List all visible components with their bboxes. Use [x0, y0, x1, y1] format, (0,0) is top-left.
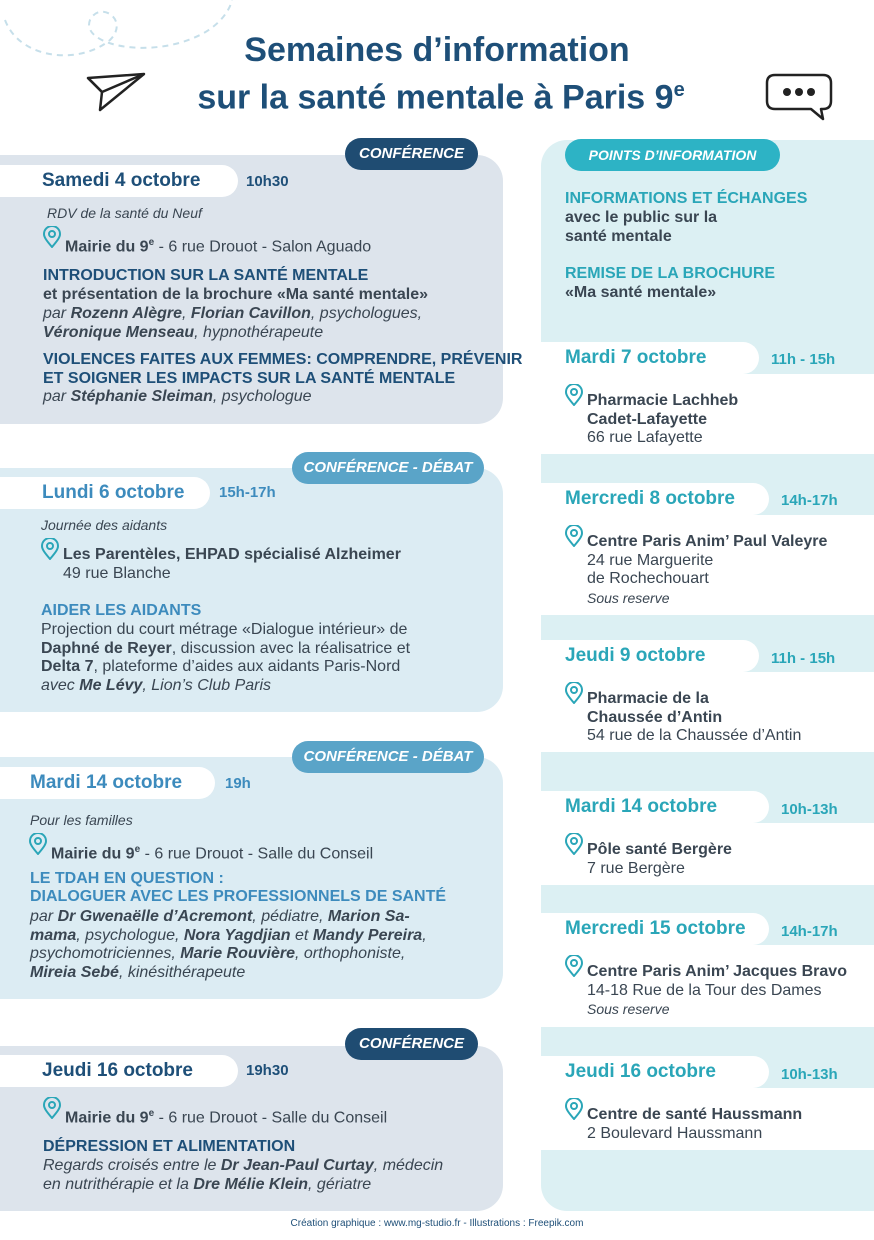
event-1-time: 10h30: [246, 173, 289, 190]
info-point-6-date: Jeudi 16 octobre: [541, 1056, 769, 1088]
info-point-3-time: 11h - 15h: [771, 650, 836, 667]
info-point-4-time: 10h-13h: [781, 801, 838, 818]
event-4-badge: CONFÉRENCE: [345, 1028, 478, 1060]
event-4-location: Mairie du 9e - 6 rue Drouot - Salle du Conseil: [65, 1108, 388, 1127]
info-heading-2-desc: «Ma santé mentale»: [565, 284, 717, 301]
info-heading-1: INFORMATIONS ET ÉCHANGES: [565, 190, 808, 207]
info-point-4-date: Mardi 14 octobre: [541, 791, 769, 823]
speech-bubble-icon: [765, 73, 835, 123]
event-1-topic2-title: VIOLENCES FAITES AUX FEMMES: COMPRENDRE, PRÉVENIR ET SOIGNER LES IMPACTS SUR LA SANTÉ MENTALE: [43, 351, 523, 387]
location-pin-icon: [42, 1097, 62, 1119]
info-point-2-date: Mercredi 8 octobre: [541, 483, 769, 515]
location-pin-icon: [42, 226, 62, 248]
info-points-badge: POINTS D’INFORMATION: [565, 139, 780, 171]
event-3-date: Mardi 14 octobre: [0, 767, 215, 799]
event-1-topic1-speakers: par Rozenn Alègre, Florian Cavillon, psychologues,: [43, 305, 423, 322]
location-pin-icon: [564, 955, 584, 977]
event-4-time: 19h30: [246, 1062, 289, 1079]
event-1-topic2-speaker: par Stéphanie Sleiman, psychologue: [43, 388, 312, 405]
event-3-subtitle: Pour les familles: [30, 812, 133, 828]
event-2-topic-title: AIDER LES AIDANTS: [41, 602, 202, 619]
location-pin-icon: [28, 833, 48, 855]
event-4-description: Regards croisés entre le Dr Jean-Paul Curtay, médecin en nutrithérapie et la Dre Mélie Klein, gériatre: [43, 1157, 444, 1193]
info-point-6-time: 10h-13h: [781, 1066, 838, 1083]
event-3-badge: CONFÉRENCE - DÉBAT: [292, 741, 484, 773]
event-1-topic1-speakers-2: Véronique Menseau, hypnothérapeute: [43, 324, 324, 341]
info-point-2-time: 14h-17h: [781, 492, 838, 509]
info-point-1-place: Pharmacie Lachheb Cadet-Lafayette 66 rue Lafayette: [587, 392, 739, 446]
event-2-badge: CONFÉRENCE - DÉBAT: [292, 452, 484, 484]
event-4-date: Jeudi 16 octobre: [0, 1055, 238, 1087]
event-2-date: Lundi 6 octobre: [0, 477, 210, 509]
event-4-topic-title: DÉPRESSION ET ALIMENTATION: [43, 1138, 296, 1155]
page-title: Semaines d’information sur la santé mentale à Paris 9e: [197, 31, 685, 117]
credits: Création graphique : www.mg-studio.fr - Illustrations : Freepik.com: [290, 1218, 584, 1229]
info-point-5-date: Mercredi 15 octobre: [541, 913, 769, 945]
info-point-5-time: 14h-17h: [781, 923, 838, 940]
paper-plane-icon: [86, 70, 146, 114]
info-point-5-place: Centre Paris Anim’ Jacques Bravo 14-18 Rue de la Tour des Dames Sous reserve: [587, 963, 847, 1017]
event-3-time: 19h: [225, 775, 251, 792]
event-2-location: Les Parentèles, EHPAD spécialisé Alzheimer 49 rue Blanche: [63, 546, 401, 582]
event-3-location: Mairie du 9e - 6 rue Drouot - Salle du Conseil: [51, 844, 374, 863]
event-3-speakers: par Dr Gwenaëlle d’Acremont, pédiatre, Marion Sa- mama, psychologue, Nora Yagdjian et Mandy Pereira, psychomotriciennes, Marie Rouvière, orthophoniste, Mireia Sebé, kinésithérapeute: [30, 908, 427, 981]
event-1-subtitle: RDV de la santé du Neuf: [47, 205, 202, 221]
event-1-badge: CONFÉRENCE: [345, 138, 478, 170]
info-point-3-date: Jeudi 9 octobre: [541, 640, 759, 672]
info-point-2-place: Centre Paris Anim’ Paul Valeyre 24 rue Marguerite de Rochechouart Sous reserve: [587, 533, 828, 606]
event-1-date: Samedi 4 octobre: [0, 165, 238, 197]
location-pin-icon: [564, 1098, 584, 1120]
location-pin-icon: [564, 525, 584, 547]
location-pin-icon: [564, 833, 584, 855]
info-point-6-place: Centre de santé Haussmann 2 Boulevard Haussmann: [587, 1106, 803, 1142]
event-2-description: Projection du court métrage «Dialogue intérieur» de Daphné de Reyer, discussion avec la réalisatrice et Delta 7, plateforme d’aides aux aidants Paris-Nord avec Me Lévy, Lion’s Club Paris: [41, 621, 411, 694]
info-point-4-place: Pôle santé Bergère 7 rue Bergère: [587, 841, 732, 877]
location-pin-icon: [564, 384, 584, 406]
event-3-topic-title: LE TDAH EN QUESTION : DIALOGUER AVEC LES PROFESSIONNELS DE SANTÉ: [30, 870, 447, 905]
info-heading-2: REMISE DE LA BROCHURE: [565, 265, 776, 282]
info-point-1-date: Mardi 7 octobre: [541, 342, 759, 374]
info-point-1-time: 11h - 15h: [771, 351, 836, 368]
event-2-time: 15h-17h: [219, 484, 276, 501]
event-2-subtitle: Journée des aidants: [41, 517, 168, 533]
info-point-3-place: Pharmacie de la Chaussée d’Antin 54 rue de la Chaussée d’Antin: [587, 690, 802, 744]
event-1-topic1-title: INTRODUCTION SUR LA SANTÉ MENTALE: [43, 267, 369, 284]
location-pin-icon: [40, 538, 60, 560]
event-1-location: Mairie du 9e - 6 rue Drouot - Salon Aguado: [65, 237, 372, 256]
location-pin-icon: [564, 682, 584, 704]
event-1-topic1-line: et présentation de la brochure «Ma santé mentale»: [43, 286, 429, 303]
info-heading-1-desc: avec le public sur la santé mentale: [565, 209, 718, 245]
